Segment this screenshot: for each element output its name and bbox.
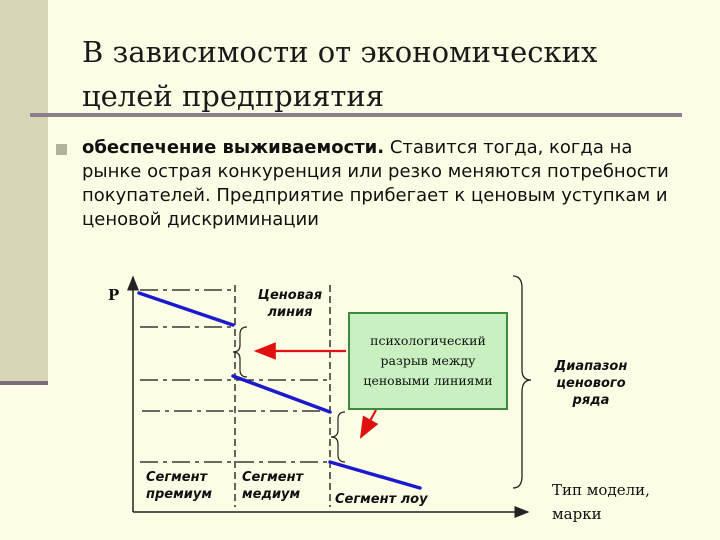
slide-title: В зависимости от экономических целей предприятия — [82, 35, 598, 113]
y-axis-label: P — [108, 286, 120, 304]
gap-box-text: психологический разрыв между ценовыми линиями — [363, 333, 493, 388]
price-line-premium — [139, 293, 233, 325]
red-arrow-lower — [361, 410, 376, 437]
bullet-bold-term: обеспечение выживаемости. — [82, 137, 385, 158]
price-line-low — [330, 462, 420, 488]
price-range-label: Диапазон ценового ряда — [554, 359, 628, 408]
range-brace — [513, 276, 531, 488]
price-line-medium — [233, 376, 330, 412]
psychological-gap-box — [348, 312, 508, 410]
x-axis-label: Тип модели, марки — [552, 481, 650, 523]
price-line-label: Ценовая линия — [257, 288, 323, 320]
segment-low-label: Сегмент лоу — [335, 492, 428, 507]
gap-brace-lower — [331, 412, 345, 462]
bullet-body: Ставится тогда, когда на рынке острая конкуренция или резко меняются потребности покупателей. Предприятие прибегает к ценовым уступкам и ценовой дискриминации — [82, 137, 669, 230]
segment-medium-label: Сегмент медиум — [242, 470, 304, 502]
segment-premium-label: Сегмент премиум — [146, 470, 212, 502]
